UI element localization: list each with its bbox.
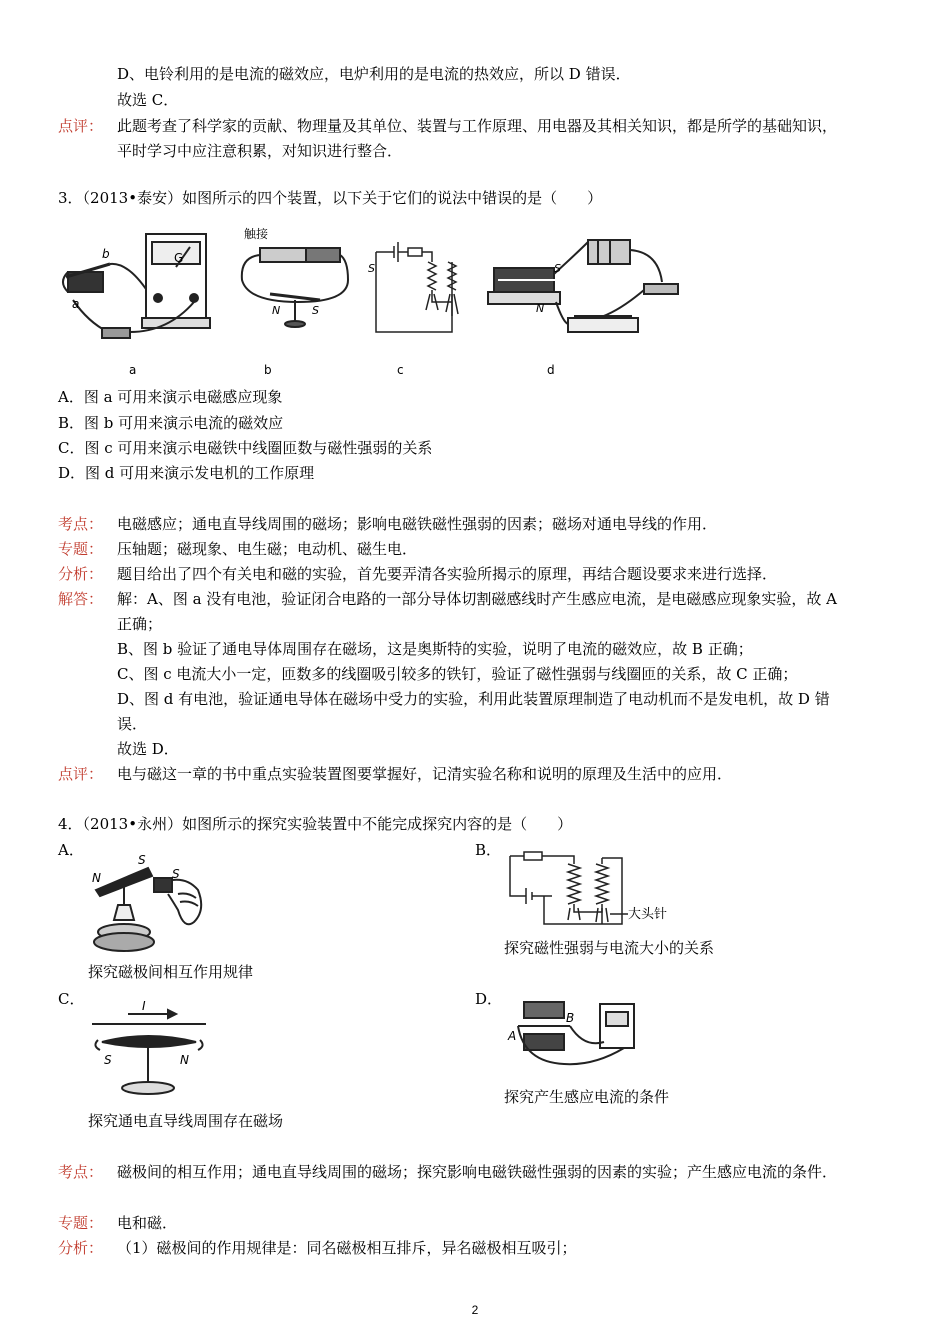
- q3-stem: 3．（2013•泰安）如图所示的四个装置，以下关于它们的说法中错误的是（ ）: [58, 189, 603, 207]
- prev-comment-line-1: 此题考查了科学家的贡献、物理量及其单位、装置与工作原理、用电器及其相关知识，都是所学的基础知识，: [117, 117, 838, 135]
- prev-comment-line-2: 平时学习中应注意积累，对知识进行整合．: [117, 142, 403, 160]
- q3-jieda-line-3: B、图 b 验证了通电导体周围存在磁场，这是奥斯特的实验，说明了电流的磁效应，故 B 正确；: [117, 640, 753, 658]
- q4-caption-d: 探究产生感应电流的条件: [504, 1088, 670, 1106]
- q3-fig-d-n: N: [536, 302, 545, 315]
- q4-fig-c-i: I: [142, 999, 146, 1013]
- q3-fig-b-touch-label: 触接: [244, 227, 269, 241]
- q4-kaodian-label: 考点：: [58, 1163, 104, 1181]
- page-number: 2: [471, 1303, 479, 1317]
- q3-fig-label-a: a: [129, 363, 137, 377]
- prev-option-d-text: D、电铃利用的是电流的磁效应，电炉利用的是电流的热效应，所以 D 错误．: [117, 65, 631, 83]
- q4-fenxi-label: 分析：: [58, 1239, 104, 1257]
- q4-figure-c: [88, 1000, 218, 1100]
- q4-fig-c-n: N: [180, 1053, 189, 1067]
- q3-option-a: A．图 a 可用来演示电磁感应现象: [58, 388, 283, 406]
- q4-caption-a: 探究磁极间相互作用规律: [88, 963, 254, 981]
- q3-fig-d-s: S: [554, 262, 561, 275]
- q3-jieda-label: 解答：: [58, 590, 104, 608]
- q3-zhuanti: 压轴题；磁现象、电生磁；电动机、磁生电．: [117, 540, 418, 558]
- q4-fig-a-s: S: [138, 853, 146, 867]
- q4-fig-a-n: N: [92, 871, 101, 885]
- q3-fig-b-s: S: [312, 304, 319, 317]
- q4-fig-b-pin-label: 大头针: [628, 907, 668, 922]
- q3-fig-a-label-b: b: [102, 247, 110, 261]
- q3-fig-a-label-g: G: [174, 251, 184, 265]
- q3-jieda-line-6: 误．: [117, 715, 148, 733]
- q3-figure-c: [376, 242, 458, 332]
- q4-kaodian: 磁极间的相互作用；通电直导线周围的磁场；探究影响电磁铁磁性强弱的因素的实验；产生感应电流的条件．: [117, 1163, 838, 1181]
- q4-caption-c: 探究通电直导线周围存在磁场: [88, 1112, 284, 1130]
- q3-jieda-line-7: 故选 D．: [117, 740, 179, 758]
- q4-option-c-letter: C．: [58, 990, 85, 1008]
- q3-jieda-line-1: 解：A、图 a 没有电池，验证闭合电路的一部分导体切割磁感线时产生感应电流，是电磁感应现象实验，故 A: [117, 590, 837, 608]
- q3-fig-b-n: N: [272, 304, 281, 317]
- q3-fig-label-c: c: [397, 363, 404, 377]
- q4-figure-a: [88, 850, 218, 960]
- q3-option-d: D．图 d 可用来演示发电机的工作原理: [58, 464, 315, 482]
- q3-jieda-line-2: 正确；: [117, 615, 163, 633]
- q3-option-b: B．图 b 可用来演示电流的磁效应: [58, 414, 284, 432]
- q3-figure: [58, 222, 698, 382]
- q3-fig-c-s: S: [368, 262, 375, 275]
- q4-figure-d: [504, 998, 654, 1078]
- q3-kaodian: 电磁感应；通电直导线周围的磁场；影响电磁铁磁性强弱的因素；磁场对通电导线的作用．: [117, 515, 718, 533]
- q3-figure-b: [242, 248, 348, 327]
- q4-fenxi: （1）磁极间的作用规律是：同名磁极相互排斥，异名磁极相互吸引；: [117, 1239, 577, 1257]
- q4-option-a-letter: A．: [58, 841, 84, 859]
- q4-fig-c-s: S: [104, 1053, 112, 1067]
- q3-jieda-line-5: D、图 d 有电池，验证通电导体在磁场中受力的实验，利用此装置原理制造了电动机而不是发电机，故 D 错: [117, 690, 830, 708]
- q4-option-d-letter: D．: [475, 990, 503, 1008]
- prev-answer: 故选 C．: [117, 91, 179, 109]
- q3-fig-label-d: d: [547, 363, 555, 377]
- q3-jieda-line-4: C、图 c 电流大小一定，匝数多的线圈吸引较多的铁钉，验证了磁性强弱与线圈匝的关系，故 C 正确；: [117, 665, 798, 683]
- q3-fig-label-b: b: [264, 363, 272, 377]
- q3-figure-a: [63, 234, 210, 338]
- q4-zhuanti: 电和磁．: [117, 1214, 178, 1232]
- q4-stem: 4．（2013•永州）如图所示的探究实验装置中不能完成探究内容的是（ ）: [58, 815, 573, 833]
- q3-kaodian-label: 考点：: [58, 515, 104, 533]
- q4-zhuanti-label: 专题：: [58, 1214, 104, 1232]
- q3-option-c: C．图 c 可用来演示电磁铁中线圈匝数与磁性强弱的关系: [58, 439, 433, 457]
- q3-dianping: 电与磁这一章的书中重点实验装置图要掌握好，记清实验名称和说明的原理及生活中的应用．: [117, 765, 733, 783]
- q4-fig-a-s2: S: [172, 867, 180, 881]
- q3-fig-a-label-a: a: [72, 297, 80, 311]
- prev-comment-label: 点评：: [58, 117, 104, 135]
- q3-figure-d: [488, 240, 678, 332]
- q4-fig-d-b: B: [566, 1011, 575, 1025]
- q4-caption-b: 探究磁性强弱与电流大小的关系: [504, 939, 715, 957]
- q4-fig-d-a: A: [508, 1029, 517, 1043]
- q4-option-b-letter: B．: [475, 841, 502, 859]
- q3-fenxi-label: 分析：: [58, 565, 104, 583]
- q4-figure-b: [504, 848, 714, 933]
- q3-fenxi: 题目给出了四个有关电和磁的实验，首先要弄清各实验所揭示的原理，再结合题设要求来进行选择．: [117, 565, 778, 583]
- q3-dianping-label: 点评：: [58, 765, 104, 783]
- q3-zhuanti-label: 专题：: [58, 540, 104, 558]
